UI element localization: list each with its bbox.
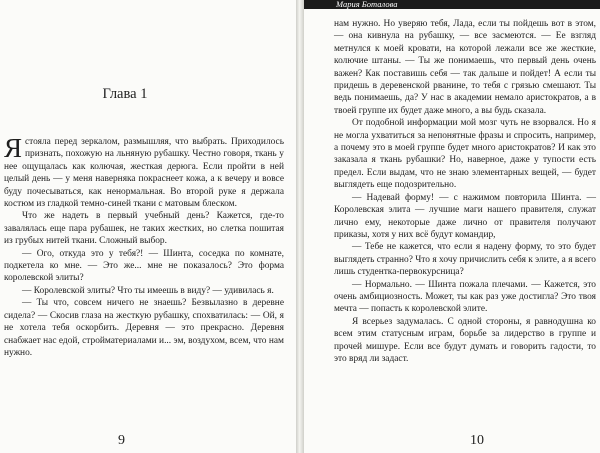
left-page xyxy=(0,0,296,453)
running-head: Мария Боталова xyxy=(336,0,398,9)
opening-paragraph xyxy=(4,133,284,210)
chapter-title: Глава 1 xyxy=(102,86,148,102)
running-head-bar xyxy=(304,0,600,9)
page-number-left: 9 xyxy=(118,433,125,448)
paragraph: От подобной информации мой мозг чуть не взорвался. Но я не могла ухватиться за непонятные фразы и спросить, например, а почему это в моей группе будет много аристократов? И как это заказала я ткань рубашки? Но, наверное, даже у тупости есть предел. Если выдам, что не знаю элементарных вещей, — будет выглядеть еще подозрительно. xyxy=(334,118,596,191)
paragraph: — Ты что, совсем ничего не знаешь? Безвылазно в деревне сидела? — Скосив глаза на жесткую рубашку, спохватилась: — Ой, я не хотела тебя оскорбить. Деревня — это прекрасно. Деревня снабжает нас едой, стройматериалами и... эм, воздухом, всем, что нам нужно. xyxy=(4,298,284,358)
paragraph: нам нужно. Но уверяю тебя, Лада, если ты пойдешь вот в этом, — она кивнула на рубашку, — все засмеются. — Ее взгляд метнулся к моей кровати, на которой лежали все же жесткие, колючие штаны. — Ты же понимаешь, что первый день очень важен? Как поставишь себя — так дальше и пойдет! А если ты придешь в деревенской рванине, то тебя с грязью смешают. Ты ведь понимаешь, да? У нас в академии немало аристократов, а в твоей группе их будет даже много, а вы будь сказала. xyxy=(334,19,596,116)
page-number-right: 10 xyxy=(470,433,484,448)
paragraph: — Надевай форму! — с нажимом повторила Шинта. — Королевская элита — лучшие маги нашего правителя, служат лично ему, некоторые даже лично от правителя получают приказы, хотя у них всё будут командир, xyxy=(334,192,596,240)
paragraph: — Нормально. — Шинта пожала плечами. — Кажется, это очень амбициозность. Может, ты как раз уже достигла? Это твоя мечта — попасть к королевской элите. xyxy=(334,279,596,315)
book-gutter xyxy=(296,0,304,453)
paragraph: Что же надеть в первый учебный день? Кажется, где-то завалялась еще пара рубашек, не таких жестких, но слетка пошитая из грубых нитей ткани. Сложный выбор. xyxy=(4,211,284,247)
drop-cap: Я xyxy=(4,133,23,163)
right-page xyxy=(304,0,600,453)
right-page-text xyxy=(334,18,596,365)
paragraph: — Королевской элиты? Что ты имеешь в виду? — удивилась я. xyxy=(22,285,274,296)
paragraph: Я всерьез задумалась. С одной стороны, я равнодушна ко всем этим статусным играм, борьбе за лидерство в группе и прочей мишуре. Если все будут думать и говорить гадости, то это вряд ли задаст. xyxy=(334,316,596,364)
paragraph: — Ого, откуда это у тебя?! — Шинта, соседка по комнате, подкетела ко мне. — Это же... мне не показалось? Это форма королевской элиты? xyxy=(4,248,284,284)
left-page-text xyxy=(4,133,284,359)
opening-paragraph-text: стояла перед зеркалом, размышляя, что выбрать. Приходилось признать, похожую на льняную рубашку. Честно говоря, ткань у нее ощущалась как колючая, жесткая дерюга. Если пройти в ней целый день — у меня наверняка покраснеет кожа, а к вечеру и вовсе буду почесываться, как ненормальная. Во второй руке я держала костюм из гладкой темно-синей ткани с матовым блеском. xyxy=(4,137,284,210)
paragraph: — Тебе не кажется, что если я надену форму, то это будет выглядеть странно? Что я хочу причислить себя к элите, а я всего лишь студентка-первокурсница? xyxy=(334,242,596,278)
